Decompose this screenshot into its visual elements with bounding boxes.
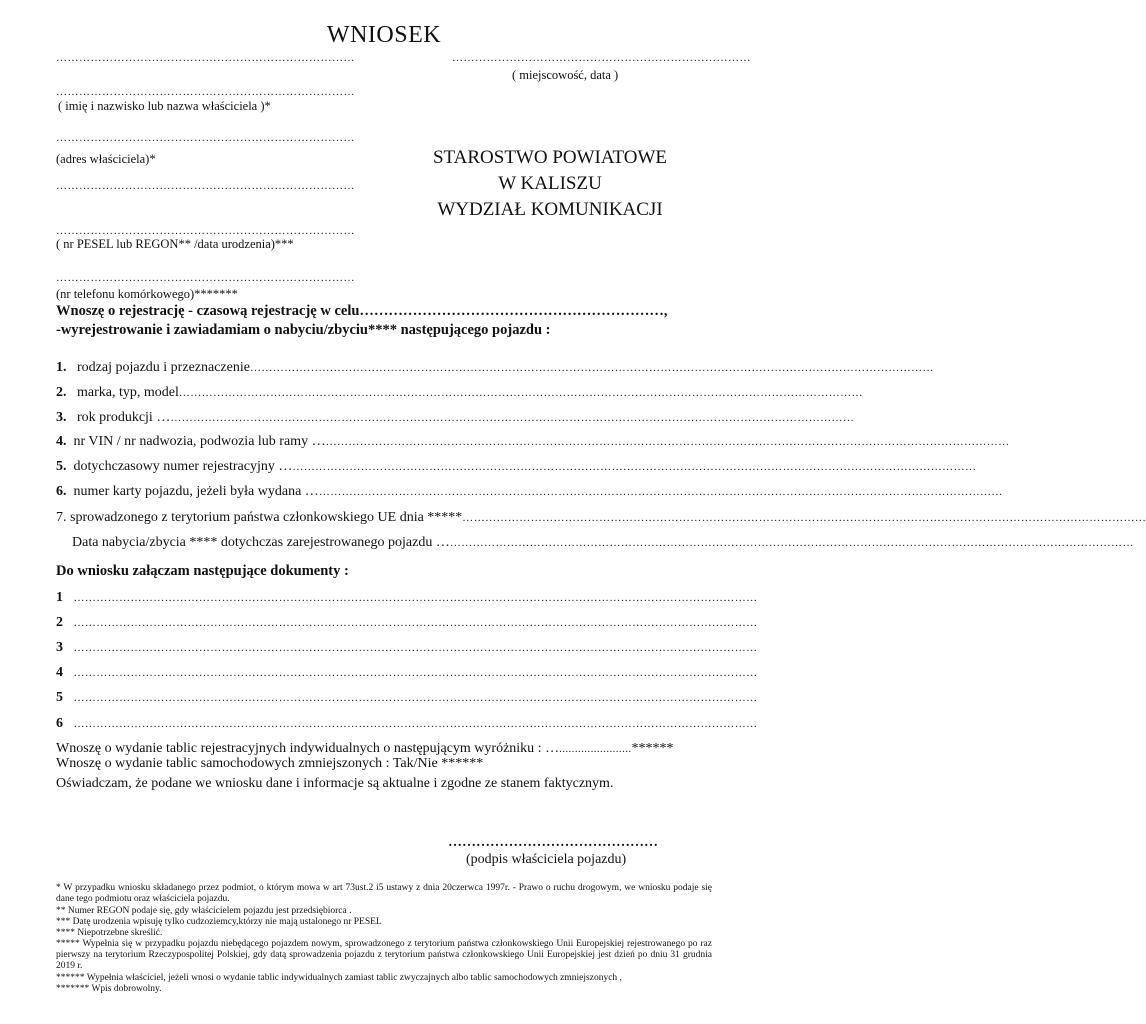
item-label: Data nabycia/zbycia **** dotychczas zarejestrowanego pojazdu … <box>72 535 450 550</box>
attachment-row[interactable] <box>56 690 758 706</box>
vehicle-item[interactable] <box>56 385 863 401</box>
statement-mark: ****** <box>631 741 674 756</box>
attachment-row[interactable] <box>56 590 758 606</box>
owner-name-field[interactable]: …………………………………………………………………… <box>56 86 355 98</box>
owner-address-field[interactable]: …………………………………………………………………… <box>56 132 355 144</box>
request-line-1: Wnoszę o rejestrację - czasową rejestrację w celu………………………………………………………, <box>56 303 668 319</box>
vehicle-item[interactable] <box>56 484 1003 500</box>
item-label: marka, typ, model <box>77 385 179 400</box>
vehicle-item[interactable] <box>56 360 934 376</box>
attachment-fill: ……………………………………………………………………………………………………………………………………………………………… <box>73 718 758 730</box>
declaration-statement: Oświadczam, że podane we wniosku dane i informacje są aktualne i zgodne ze stanem faktycznym. <box>56 776 614 791</box>
owner-name-label: ( imię i nazwisko lub nazwa właściciela )* <box>58 99 271 113</box>
item-fill: ……………………………………………………………………………………………………………………………………………………………… <box>170 412 855 424</box>
request-line-2: -wyrejestrowanie i zawiadamiam o nabyciu/zbyciu**** następującego pojazdu : <box>56 322 551 338</box>
statement-fill: ....................... <box>559 743 632 755</box>
attachment-fill: ……………………………………………………………………………………………………………………………………………………………… <box>73 642 758 654</box>
item-number: 5. <box>56 459 67 474</box>
attachment-number: 3 <box>56 640 63 655</box>
footnote-1: * W przypadku wniosku składanego przez podmiot, o którym mowa w art 73ust.2 i5 ustawy z dnia 20czerwca 1997r. - Prawo o ruchu drogowym, we wniosku podaje się dane tego podmiotu oraz właściciela pojazdu. <box>56 883 712 904</box>
office-line-2: W KALISZU <box>498 173 602 194</box>
footnote-7: ******* Wpis dobrowolny. <box>56 984 162 994</box>
acquisition-date-item[interactable] <box>72 535 1134 551</box>
vehicle-item[interactable] <box>56 410 855 426</box>
item-fill: ……………………………………………………………………………………………………………………………………………………………… <box>249 362 934 374</box>
item-label: numer karty pojazdu, jeżeli była wydana … <box>73 484 319 499</box>
footnote-4: **** Niepotrzebne skreślić. <box>56 928 163 938</box>
attachment-number: 5 <box>56 690 63 705</box>
attachment-number: 2 <box>56 615 63 630</box>
signature-label: (podpis właściciela pojazdu) <box>466 852 627 867</box>
item-fill: ……………………………………………………………………………………………………………………………………………………………… <box>462 512 1146 524</box>
attachment-fill: ……………………………………………………………………………………………………………………………………………………………… <box>73 617 758 629</box>
attachment-number: 4 <box>56 665 63 680</box>
item-number: 6. <box>56 484 67 499</box>
footnote-3: *** Datę urodzenia wpisuję tylko cudzoziemcy,którzy nie mają ustalonego nr PESEL <box>56 917 382 927</box>
footnote-6: ****** Wypełnia właściciel, jeżeli wnosi o wydanie tablic indywidualnych zamiast tablic zwyczajnych albo tablic samochodowych zmniejszonych , <box>56 973 622 983</box>
item-label: nr VIN / nr nadwozia, podwozia lub ramy … <box>73 434 326 449</box>
signature-field[interactable]: ……………………………………… <box>448 835 658 850</box>
item-label: rodzaj pojazdu i przeznaczenie <box>77 360 250 375</box>
office-line-1: STAROSTWO POWIATOWE <box>432 147 668 168</box>
statement-text: Wnoszę o wydanie tablic rejestracyjnych indywidualnych o następującym wyróżniku : … <box>56 741 560 756</box>
reduced-plates-statement[interactable]: Wnoszę o wydanie tablic samochodowych zmniejszonych : Tak/Nie ****** <box>56 756 484 771</box>
attachment-fill: ……………………………………………………………………………………………………………………………………………………………… <box>73 667 758 679</box>
item-number: 2. <box>56 385 67 400</box>
item-fill: ……………………………………………………………………………………………………………………………………………………………… <box>292 461 977 473</box>
item-fill: ……………………………………………………………………………………………………………………………………………………………… <box>318 486 1003 498</box>
attachment-fill: ……………………………………………………………………………………………………………………………………………………………… <box>73 692 758 704</box>
phone-label: (nr telefonu komórkowego)******* <box>56 287 238 301</box>
attachment-row[interactable] <box>56 640 758 656</box>
place-date-label: ( miejscowość, data ) <box>512 68 619 82</box>
item-number: 4. <box>56 434 67 449</box>
phone-field[interactable]: …………………………………………………………………… <box>56 272 355 284</box>
footnote-2: ** Numer REGON podaje się, gdy właścicielem pojazdu jest przedsiębiorca . <box>56 906 352 916</box>
attachments-header: Do wniosku załączam następujące dokumenty : <box>56 563 349 579</box>
item-number: 1. <box>56 360 67 375</box>
owner-address-field-2[interactable]: …………………………………………………………………… <box>56 180 355 192</box>
place-dotted-line-left[interactable]: …………………………………………………………………… <box>56 52 355 64</box>
attachment-row[interactable] <box>56 615 758 631</box>
vehicle-item-7[interactable] <box>56 510 1146 526</box>
attachment-row[interactable] <box>56 716 758 732</box>
attachment-number: 6 <box>56 716 63 731</box>
attachment-number: 1 <box>56 590 63 605</box>
custom-plates-statement[interactable] <box>56 741 674 757</box>
owner-address-label: (adres właściciela)* <box>56 152 156 166</box>
vehicle-item[interactable] <box>56 434 1010 450</box>
item-label: rok produkcji … <box>77 410 171 425</box>
office-line-3: WYDZIAŁ KOMUNIKACJI <box>437 199 663 220</box>
item-fill: ……………………………………………………………………………………………………………………………………………………………… <box>325 436 1010 448</box>
item-label: 7. sprowadzonego z terytorium państwa członkowskiego UE dnia ***** <box>56 510 463 525</box>
item-fill: ……………………………………………………………………………………………………………………………………………………………… <box>178 387 863 399</box>
vehicle-item[interactable] <box>56 459 977 475</box>
item-number: 3. <box>56 410 67 425</box>
form-title: WNIOSEK <box>326 22 442 48</box>
place-date-field[interactable]: …………………………………………………………………… <box>452 52 751 64</box>
attachment-fill: ……………………………………………………………………………………………………………………………………………………………… <box>73 592 758 604</box>
item-fill: ……………………………………………………………………………………………………………………………………………………………… <box>449 537 1134 549</box>
pesel-label: ( nr PESEL lub REGON** /data urodzenia)*** <box>56 237 294 251</box>
attachment-row[interactable] <box>56 665 758 681</box>
item-label: dotychczasowy numer rejestracyjny … <box>73 459 293 474</box>
pesel-field[interactable]: …………………………………………………………………… <box>56 225 355 237</box>
footnote-5: ***** Wypełnia się w przypadku pojazdu niebędącego pojazdem nowym, sprowadzonego z terytorium państwa członkowskiego Unii Europejskiej rejestrowanego po raz pierwszy na terytorium Rzeczypospolitej Polskiej, gdy datą sprowadzenia pojazdu z terytorium państwa członkowskiego Unii Europejskiej jest dzień po dniu 31 grudnia 2019 r. <box>56 939 712 971</box>
